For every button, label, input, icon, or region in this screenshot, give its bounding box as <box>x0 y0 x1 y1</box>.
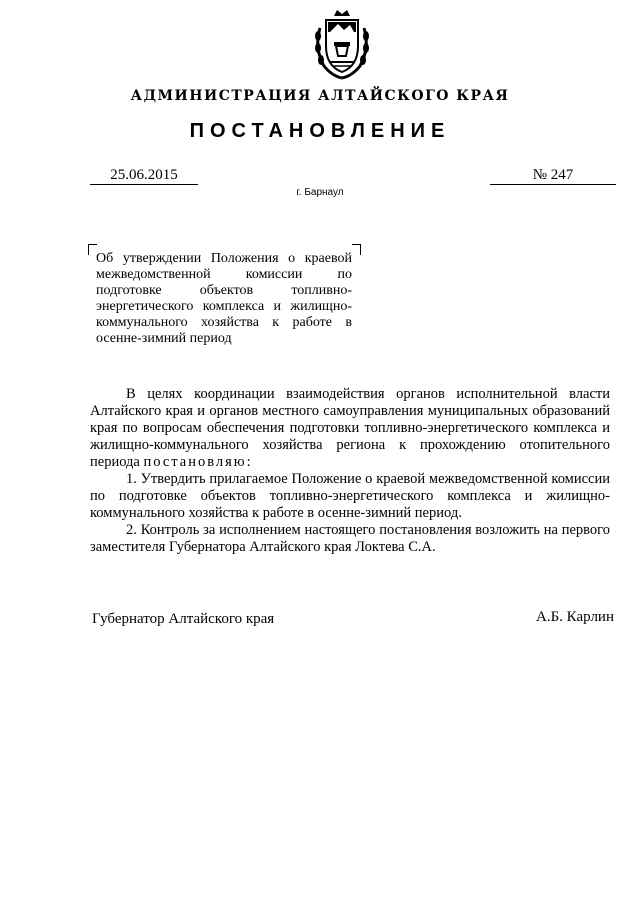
altai-krai-coat-of-arms-icon <box>310 8 374 80</box>
document-type-title: ПОСТАНОВЛЕНИЕ <box>189 120 451 142</box>
administration-title: АДМИНИСТРАЦИЯ АЛТАЙСКОГО КРАЯ <box>130 88 510 104</box>
body-intro-text: В целях координации взаимодействия органов исполнительной власти Алтайского края и органов местного самоуправления муниципальных образований края по вопросам обеспечения подготовки топливно-энергетического комплекса и жилищно-коммунального хозяйства региона к прохождению отопительного периода <box>90 386 610 470</box>
document-city: г. Барнаул <box>296 187 344 198</box>
signature-name: А.Б. Карлин <box>535 609 614 625</box>
document-number: № 247 <box>490 166 616 185</box>
body-intro-paragraph <box>90 386 610 471</box>
subject-bracket-right <box>352 244 361 255</box>
document-body <box>90 386 610 556</box>
document-subject: Об утверждении Положения о краевой межведомственной комиссии по подготовке объектов топливно-энергетического комплекса и жилищно-коммунального хозяйства к работе в осенне-зимний период <box>96 251 352 346</box>
signature-role: Губернатор Алтайского края <box>92 611 275 627</box>
body-item-2: 2. Контроль за исполнением настоящего постановления возложить на первого заместителя Губернатора Алтайского края Локтева С.А. <box>90 522 610 555</box>
document-date: 25.06.2015 <box>90 166 198 185</box>
body-item-1: 1. Утвердить прилагаемое Положение о краевой межведомственной комиссии по подготовке объектов топливно-энергетического комплекса и жилищно-коммунального хозяйства к работе в осенне-зимний период. <box>90 471 610 521</box>
decree-word: постановляю: <box>143 454 253 470</box>
